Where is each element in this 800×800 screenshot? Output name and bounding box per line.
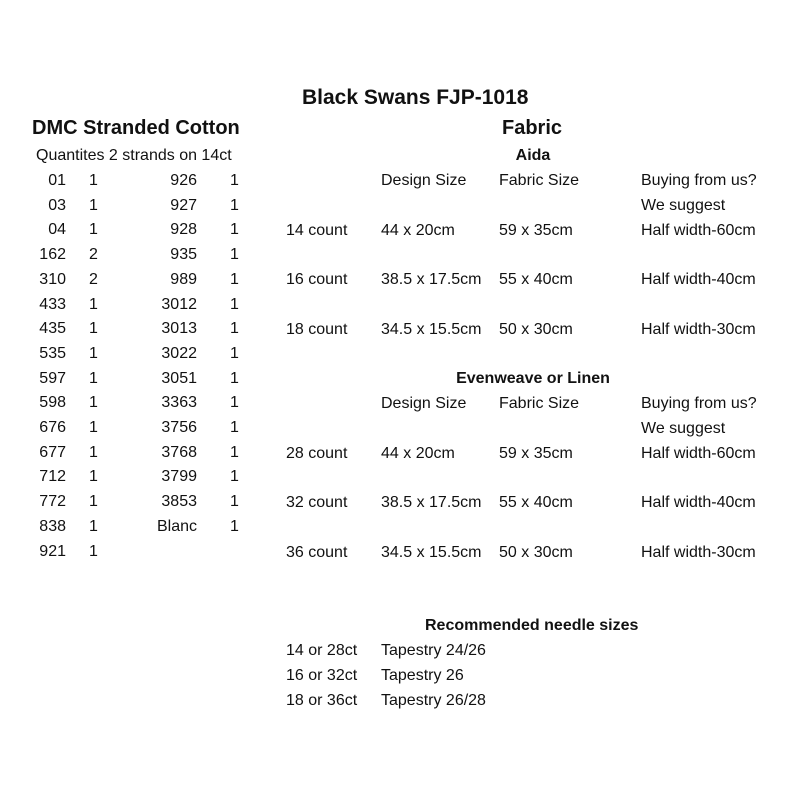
needle-heading: Recommended needle sizes: [425, 617, 639, 634]
dmc-code: 935: [170, 246, 197, 264]
design-size: 44 x 20cm: [381, 221, 455, 239]
dmc-code: 838: [39, 517, 66, 535]
dmc-qty: 1: [230, 468, 239, 486]
fabric-size: 59 x 35cm: [499, 221, 573, 239]
fabric-col-header: Design Size: [381, 395, 467, 412]
dmc-qty: 1: [230, 419, 239, 436]
dmc-qty: 1: [230, 221, 239, 239]
design-size: 38.5 x 17.5cm: [381, 271, 482, 288]
needle-count: 18 or 36ct: [286, 692, 358, 709]
dmc-qty: 1: [230, 295, 239, 313]
dmc-code: 3363: [161, 394, 197, 412]
needle-count: 16 or 32ct: [286, 667, 358, 684]
dmc-code: 535: [39, 344, 66, 362]
dmc-qty: 1: [230, 320, 239, 338]
dmc-code: Blanc: [156, 517, 197, 535]
fabric-col-header: Fabric Size: [499, 395, 580, 412]
dmc-heading: DMC Stranded Cotton: [32, 117, 240, 139]
dmc-qty: 1: [89, 221, 98, 239]
dmc-code: 04: [48, 221, 66, 239]
fabric-col-header: Buying from us?: [641, 395, 757, 412]
dmc-qty: 1: [230, 443, 239, 461]
dmc-qty: 2: [89, 270, 98, 288]
fabric-size: 59 x 35cm: [499, 444, 573, 462]
fabric-size: 50 x 30cm: [499, 543, 573, 561]
buying-suggestion: Half width-60cm: [641, 221, 756, 239]
dmc-qty: 1: [89, 493, 98, 511]
dmc-code: 3768: [161, 443, 197, 461]
fabric-count: 16 count: [286, 271, 348, 288]
dmc-code: 677: [39, 443, 66, 461]
dmc-code: 989: [170, 270, 197, 288]
design-size: 44 x 20cm: [381, 444, 455, 462]
fabric-size: 55 x 40cm: [499, 494, 573, 511]
dmc-qty: 1: [230, 517, 239, 535]
dmc-qty: 1: [230, 493, 239, 511]
fabric-suggest-label: We suggest: [641, 420, 726, 437]
dmc-code: 597: [39, 369, 66, 387]
dmc-code: 928: [170, 221, 197, 239]
design-size: 34.5 x 15.5cm: [381, 320, 482, 338]
dmc-code: 3012: [161, 295, 197, 313]
dmc-code: 310: [39, 270, 66, 288]
dmc-qty: 1: [230, 394, 239, 412]
dmc-qty: 1: [230, 196, 239, 214]
dmc-code: 3022: [161, 344, 197, 362]
fabric-col-header: Design Size: [381, 172, 467, 189]
fabric-size: 50 x 30cm: [499, 320, 573, 338]
dmc-qty: 2: [89, 246, 98, 264]
dmc-code: 598: [39, 394, 66, 412]
dmc-qty: 1: [89, 394, 98, 412]
dmc-qty: 1: [89, 517, 98, 535]
buying-suggestion: Half width-40cm: [641, 494, 756, 511]
dmc-code: 3799: [161, 468, 197, 486]
dmc-code: 3853: [161, 493, 197, 511]
fabric-section-title: Evenweave or Linen: [456, 370, 610, 387]
dmc-subheading: Quantites 2 strands on 14ct: [36, 147, 232, 164]
fabric-section-title: Aida: [515, 147, 551, 164]
fabric-col-header: Buying from us?: [641, 172, 757, 189]
buying-suggestion: Half width-40cm: [641, 271, 756, 288]
dmc-code: 926: [170, 172, 197, 189]
buying-suggestion: Half width-30cm: [641, 543, 756, 561]
page-title: Black Swans FJP-1018: [302, 86, 529, 109]
design-size: 34.5 x 15.5cm: [381, 543, 482, 561]
dmc-qty: 1: [89, 320, 98, 338]
dmc-code: 162: [39, 246, 66, 264]
dmc-code: 3013: [161, 320, 197, 338]
dmc-code: 435: [39, 320, 66, 338]
dmc-qty: 1: [89, 419, 98, 436]
dmc-qty: 1: [230, 172, 239, 189]
dmc-code: 772: [39, 493, 66, 511]
fabric-count: 28 count: [286, 444, 348, 462]
fabric-count: 14 count: [286, 221, 348, 239]
dmc-code: 01: [48, 172, 66, 189]
dmc-code: 712: [39, 468, 66, 486]
dmc-code: 927: [170, 196, 197, 214]
fabric-count: 32 count: [286, 494, 348, 511]
dmc-code: 3756: [161, 419, 197, 436]
dmc-qty: 1: [230, 369, 239, 387]
needle-size: Tapestry 26: [381, 667, 464, 684]
dmc-qty: 1: [89, 443, 98, 461]
dmc-code: 676: [39, 419, 66, 436]
dmc-qty: 1: [230, 246, 239, 264]
needle-size: Tapestry 26/28: [381, 692, 486, 709]
dmc-qty: 1: [89, 344, 98, 362]
dmc-qty: 1: [89, 542, 98, 560]
dmc-qty: 1: [89, 468, 98, 486]
needle-size: Tapestry 24/26: [381, 642, 486, 659]
design-size: 38.5 x 17.5cm: [381, 494, 482, 511]
dmc-code: 03: [48, 196, 66, 214]
buying-suggestion: Half width-60cm: [641, 444, 756, 462]
fabric-size: 55 x 40cm: [499, 271, 573, 288]
dmc-qty: 1: [89, 196, 98, 214]
buying-suggestion: Half width-30cm: [641, 320, 756, 338]
dmc-qty: 1: [230, 270, 239, 288]
dmc-code: 433: [39, 295, 66, 313]
dmc-code: 921: [39, 542, 66, 560]
dmc-code: 3051: [161, 369, 197, 387]
fabric-count: 18 count: [286, 320, 348, 338]
fabric-suggest-label: We suggest: [641, 197, 726, 214]
fabric-col-header: Fabric Size: [499, 172, 580, 189]
dmc-qty: 1: [230, 344, 239, 362]
dmc-qty: 1: [89, 295, 98, 313]
fabric-heading: Fabric: [502, 117, 563, 139]
dmc-qty: 1: [89, 172, 98, 189]
dmc-qty: 1: [89, 369, 98, 387]
needle-count: 14 or 28ct: [286, 642, 358, 659]
fabric-count: 36 count: [286, 543, 348, 561]
